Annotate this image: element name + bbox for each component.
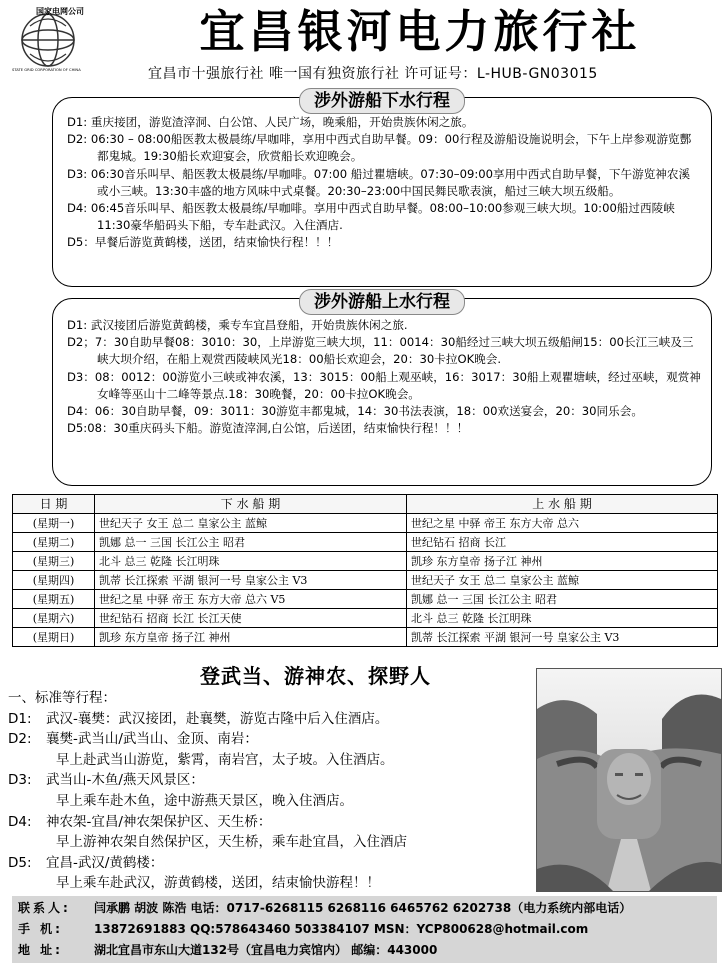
downstream-cell: 凯蒂 长江探索 平湖 银河一号 皇家公主 V3 [95, 571, 407, 590]
wudang-day-5-title: 宜昌-武汉/黄鹤楼： [46, 854, 164, 871]
upstream-cell: 凯娜 总一 三国 长江公主 昭君 [407, 590, 718, 609]
license-line: 宜昌市十强旅行社 唯一国有独资旅行社 许可证号：L-HUB-GN03015 [148, 66, 598, 82]
contact-label: 联系人: [18, 901, 71, 915]
day-cell: (星期一) [13, 514, 95, 533]
upstream-itinerary-box [52, 292, 712, 486]
upstream-heading: 涉外游船上水行程 [299, 289, 465, 315]
wudang-day-3-label: D3: [8, 772, 32, 789]
downstream-cell: 世纪天子 女王 总二 皇家公主 蓝鲸 [95, 514, 407, 533]
table-row [13, 609, 718, 628]
wudang-day-5-label: D5: [8, 854, 32, 871]
table-row [13, 571, 718, 590]
header-date: 日 期 [13, 495, 95, 514]
downstream-cell: 北斗 总三 乾隆 长江明珠 [95, 552, 407, 571]
downstream-cell: 世纪之星 中驿 帝王 东方大帝 总六 V5 [95, 590, 407, 609]
upstream-cell: 北斗 总三 乾隆 长江明珠 [407, 609, 718, 628]
day-cell: (星期三) [13, 552, 95, 571]
contact-footer [12, 896, 717, 963]
table-row [13, 590, 718, 609]
agency-title: 宜昌银河电力旅行社 [199, 5, 641, 58]
day-cell: (星期四) [13, 571, 95, 590]
wudang-day-4-detail: 早上游神农架自然保护区，天生桥，乘车赴宜昌，入住酒店 [56, 834, 407, 851]
downstream-day-4: D4: 06:45音乐叫早、船医教太极晨练/早咖啡。享用中西式自助早餐。08:00–10:00参观三峡大坝。10:00船过西陵峡11:30豪华船码头下船，专车赴武汉。入住酒店. [67, 201, 675, 233]
downstream-day-2: D2: 06:30 – 08:00船医教太极晨练/早咖啡，享用中西式自助早餐。09：00行程及游船设施说明会，下午上岸参观游览酆都鬼城。19:30船长欢迎宴会，欣赏船长欢迎晚会。 [67, 132, 692, 164]
table-row [13, 514, 718, 533]
wudang-day-2-label: D2: [8, 731, 32, 748]
mobile-value: 13872691883 QQ:578643460 503384107 MSN：YCP800628@hotmail.com [94, 922, 589, 936]
schedule-header-row [13, 495, 718, 514]
wudang-day-3-title: 武当山-木鱼/燕天风景区： [46, 772, 204, 789]
logo-text-en: STATE GRID CORPORATION OF CHINA [12, 68, 81, 72]
wudang-day-3-detail: 早上乘车赴木鱼，途中游燕天景区，晚入住酒店。 [56, 792, 353, 809]
header-upstream: 上 水 船 期 [407, 495, 718, 514]
ship-schedule-table [12, 494, 718, 647]
upstream-day-3: D3：08：0012：00游览小三峡或神农溪，13：3015：00船上观巫峡，16：3017：30船上观瞿塘峡，经过巫峡，观赏神女峰等巫山十二峰等景点.18：30晚餐，20：00卡拉OK晚会。 [67, 369, 701, 401]
downstream-day-5: D5：早餐后游览黄鹤楼，送团，结束愉快行程！！！ [67, 235, 339, 250]
downstream-day-3: D3: 06:30音乐叫早、船医教太极晨练/早咖啡。07:00 船过瞿塘峡。07:30–09:00享用中西式自助早餐，下午游览神农溪或小三峡。13:30丰盛的地方风味中式桌餐。20:30–23:00中国民舞民歌表演，船过三峡大坝五级船。 [67, 166, 691, 198]
upstream-day-5: D5:08：30重庆码头下船。游览渣滓洞,白公馆，后送团，结束愉快行程！！！ [67, 421, 469, 436]
table-row [13, 552, 718, 571]
wudang-day-4-title: 神农架-宜昌/神农架保护区、天生桥： [46, 813, 272, 830]
shennongjia-statue-photo [536, 668, 722, 892]
upstream-day-1: D1: 武汉接团后游览黄鹤楼，乘专车宜昌登船，开始贵族休闲之旅. [67, 318, 408, 332]
wudang-day-4-label: D4: [8, 813, 32, 830]
upstream-day-4: D4：06：30自助早餐，09：3011：30游览丰都鬼城，14：30书法表演，18：00欢送宴会，20：30同乐会。 [67, 404, 643, 419]
downstream-cell: 凯娜 总一 三国 长江公主 昭君 [95, 533, 407, 552]
wudang-day-1-title: 武汉-襄樊：武汉接团，赴襄樊，游览古隆中后入住酒店。 [46, 710, 389, 727]
upstream-cell: 世纪钻石 招商 长江 [407, 533, 718, 552]
day-cell: (星期日) [13, 628, 95, 647]
state-grid-logo [12, 6, 88, 76]
downstream-day-1: D1: 重庆接团，游览渣滓洞、白公馆、人民广场，晚乘船，开始贵族休闲之旅。 [67, 115, 474, 129]
address-value: 湖北宜昌市东山大道132号（宜昌电力宾馆内） 邮编：443000 [94, 943, 438, 957]
upstream-cell: 世纪之星 中驿 帝王 东方大帝 总六 [407, 514, 718, 533]
wudang-heading: 登武当、游神农、探野人 [200, 664, 431, 688]
downstream-cell: 世纪钻石 招商 长江 长江天使 [95, 609, 407, 628]
mobile-label: 手 机: [18, 922, 63, 936]
table-row [13, 533, 718, 552]
upstream-cell: 凯蒂 长江探索 平湖 银河一号 皇家公主 V3 [407, 628, 718, 647]
day-cell: (星期二) [13, 533, 95, 552]
downstream-cell: 凯珍 东方皇帝 扬子江 神州 [95, 628, 407, 647]
day-cell: (星期五) [13, 590, 95, 609]
wudang-day-1-label: D1: [8, 710, 32, 727]
upstream-cell: 凯珍 东方皇帝 扬子江 神州 [407, 552, 718, 571]
upstream-days [67, 317, 701, 437]
wudang-day-2-title: 襄樊-武当山/武当山、金顶、南岩： [46, 731, 258, 748]
downstream-itinerary-box [52, 91, 712, 287]
upstream-cell: 世纪天子 女王 总二 皇家公主 蓝鲸 [407, 571, 718, 590]
downstream-days [67, 114, 701, 252]
day-cell: (星期六) [13, 609, 95, 628]
contact-value: 闫承鹏 胡波 陈浩 电话：0717-6268115 6268116 6465762 6202738（电力系统内部电话） [94, 901, 632, 915]
header-downstream: 下 水 船 期 [95, 495, 407, 514]
address-label: 地 址: [18, 943, 63, 957]
table-row [13, 628, 718, 647]
downstream-heading: 涉外游船下水行程 [299, 88, 465, 114]
wudang-itinerary [8, 688, 528, 894]
upstream-day-2: D2；7：30自助早餐08：3010：30，上岸游览三峡大坝，11：0014：30船经过三峡大坝五级船闸15：00长江三峡及三峡大坝介绍，在船上观赏西陵峡风光18：00船长欢迎会，20：30卡拉OK晚会. [67, 335, 694, 367]
wudang-day-5-detail: 早上乘车赴武汉，游黄鹤楼，送团，结束愉快游程！！ [56, 875, 380, 892]
wudang-subheading: 一、标准等行程： [8, 690, 116, 706]
logo-text-cn: 国家电网公司 [36, 7, 84, 16]
wudang-day-2-detail: 早上赴武当山游览，紫霄，南岩宫，太子坡。入住酒店。 [56, 751, 394, 768]
